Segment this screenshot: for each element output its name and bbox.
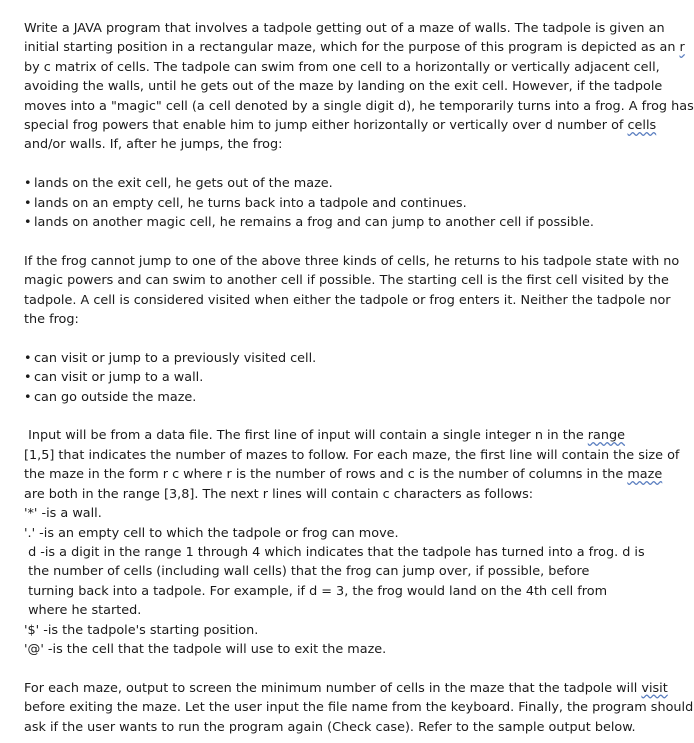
text-line [24, 252, 680, 271]
bullet-text: can visit or jump to a previously visited cell. [34, 350, 317, 366]
text-segment: '.' -is an empty cell to which the tadpole or frog can move. [24, 525, 399, 541]
text-line [24, 465, 663, 484]
text-line [24, 718, 654, 737]
text-line [24, 19, 665, 38]
text-line [24, 601, 654, 620]
text-segment: '$' -is the tadpole's starting position. [24, 622, 259, 638]
text-line [24, 291, 671, 310]
spellcheck-underlined-word: maze [627, 467, 663, 483]
text-segment: where he started. [24, 603, 142, 619]
text-line [24, 271, 669, 290]
text-line [24, 504, 654, 523]
text-segment: If the frog cannot jump to one of the above three kinds of cells, he returns to his tadpole state with no [24, 253, 680, 269]
text-segment: initial starting position in a rectangular maze, which for the purpose of this program is depicted as an [24, 40, 680, 56]
text-line [24, 679, 668, 698]
text-segment: d -is a digit in the range 1 through 4 which indicates that the tadpole has turned into a frog. d is [24, 544, 645, 560]
bullet-item [24, 194, 654, 213]
text-segment: are both in the range [3,8]. The next r lines will contain c characters as follows: [24, 486, 534, 502]
text-line [24, 446, 680, 465]
text-line [24, 97, 694, 116]
text-line [24, 621, 654, 640]
text-segment: moves into a "magic" cell (a cell denoted by a single digit d), he temporarily turns into a frog. A frog has [24, 98, 694, 114]
bullet-list-frog-lands [24, 174, 654, 232]
text-line [24, 582, 654, 601]
bullet-text: lands on an empty cell, he turns back into a tadpole and continues. [34, 195, 467, 211]
bullet-item [24, 388, 654, 407]
bullet-list-restrictions [24, 349, 654, 407]
text-segment: magic powers and can swim to another cell if possible. The starting cell is the first cell visited by the [24, 273, 669, 289]
spellcheck-underlined-word: range [587, 428, 626, 444]
text-segment: [1,5] that indicates the number of mazes to follow. For each maze, the first line will contain the size of [24, 447, 680, 463]
text-line [24, 640, 654, 659]
text-segment: the number of cells (including wall cells) that the frog can jump over, if possible, before [24, 564, 590, 580]
text-segment: by c matrix of cells. The tadpole can swim from one cell to a horizontally or vertically adjacent cell, [24, 59, 660, 75]
text-line [24, 524, 654, 543]
bullet-icon: • [24, 370, 32, 386]
bullet-icon: • [24, 195, 32, 211]
spellcheck-underlined-word: cells [627, 118, 657, 134]
paragraph-intro [24, 19, 694, 155]
text-segment: and/or walls. If, after he jumps, the frog: [24, 137, 283, 153]
text-segment: Input will be from a data file. The first line of input will contain a single integer n in the [24, 428, 588, 444]
text-line [24, 426, 654, 445]
text-segment: tadpole. A cell is considered visited when either the tadpole or frog enters it. Neither the tadpole nor [24, 292, 671, 308]
text-line [24, 135, 654, 154]
text-line [24, 38, 685, 57]
text-line [24, 485, 654, 504]
bullet-text: lands on the exit cell, he gets out of the maze. [34, 176, 333, 192]
text-segment: turning back into a tadpole. For example, if d = 3, the frog would land on the 4th cell from [24, 583, 608, 599]
bullet-icon: • [24, 350, 32, 366]
text-line [24, 116, 657, 135]
text-segment: avoiding the walls, until he gets out of the maze by landing on the exit cell. However, if the tadpole [24, 79, 663, 95]
bullet-icon: • [24, 389, 32, 405]
text-segment: '@' -is the cell that the tadpole will use to exit the maze. [24, 641, 387, 657]
bullet-text: can visit or jump to a wall. [34, 370, 204, 386]
bullet-icon: • [24, 176, 32, 192]
bullet-item [24, 174, 654, 193]
text-segment: the maze in the form r c where r is the number of rows and c is the number of columns in the [24, 467, 628, 483]
bullet-item [24, 368, 654, 387]
text-segment: the frog: [24, 312, 79, 328]
spellcheck-underlined-word: r [679, 40, 685, 56]
paragraph-input-format [24, 426, 680, 659]
bullet-text: lands on another magic cell, he remains a frog and can jump to another cell if possible. [34, 215, 594, 231]
paragraph-output-format [24, 679, 694, 737]
text-line [24, 698, 694, 717]
text-line [24, 77, 663, 96]
bullet-text: can go outside the maze. [34, 389, 197, 405]
bullet-icon: • [24, 215, 32, 231]
text-line [24, 543, 654, 562]
spellcheck-underlined-word: visit [641, 680, 668, 696]
text-line [24, 310, 654, 329]
document-body [24, 19, 694, 737]
bullet-item [24, 349, 654, 368]
text-segment: ask if the user wants to run the program again (Check case). Refer to the sample output below. [24, 719, 636, 735]
text-segment: special frog powers that enable him to jump either horizontally or vertically over d number of [24, 118, 628, 134]
text-line [24, 562, 654, 581]
text-line [24, 58, 660, 77]
paragraph-frog-rules [24, 252, 680, 330]
text-segment: '*' -is a wall. [24, 506, 102, 522]
text-segment: For each maze, output to screen the minimum number of cells in the maze that the tadpole will [24, 680, 642, 696]
text-segment: Write a JAVA program that involves a tadpole getting out of a maze of walls. The tadpole is given an [24, 21, 665, 36]
text-segment: before exiting the maze. Let the user input the file name from the keyboard. Finally, the program should [24, 700, 694, 716]
bullet-item [24, 213, 654, 232]
